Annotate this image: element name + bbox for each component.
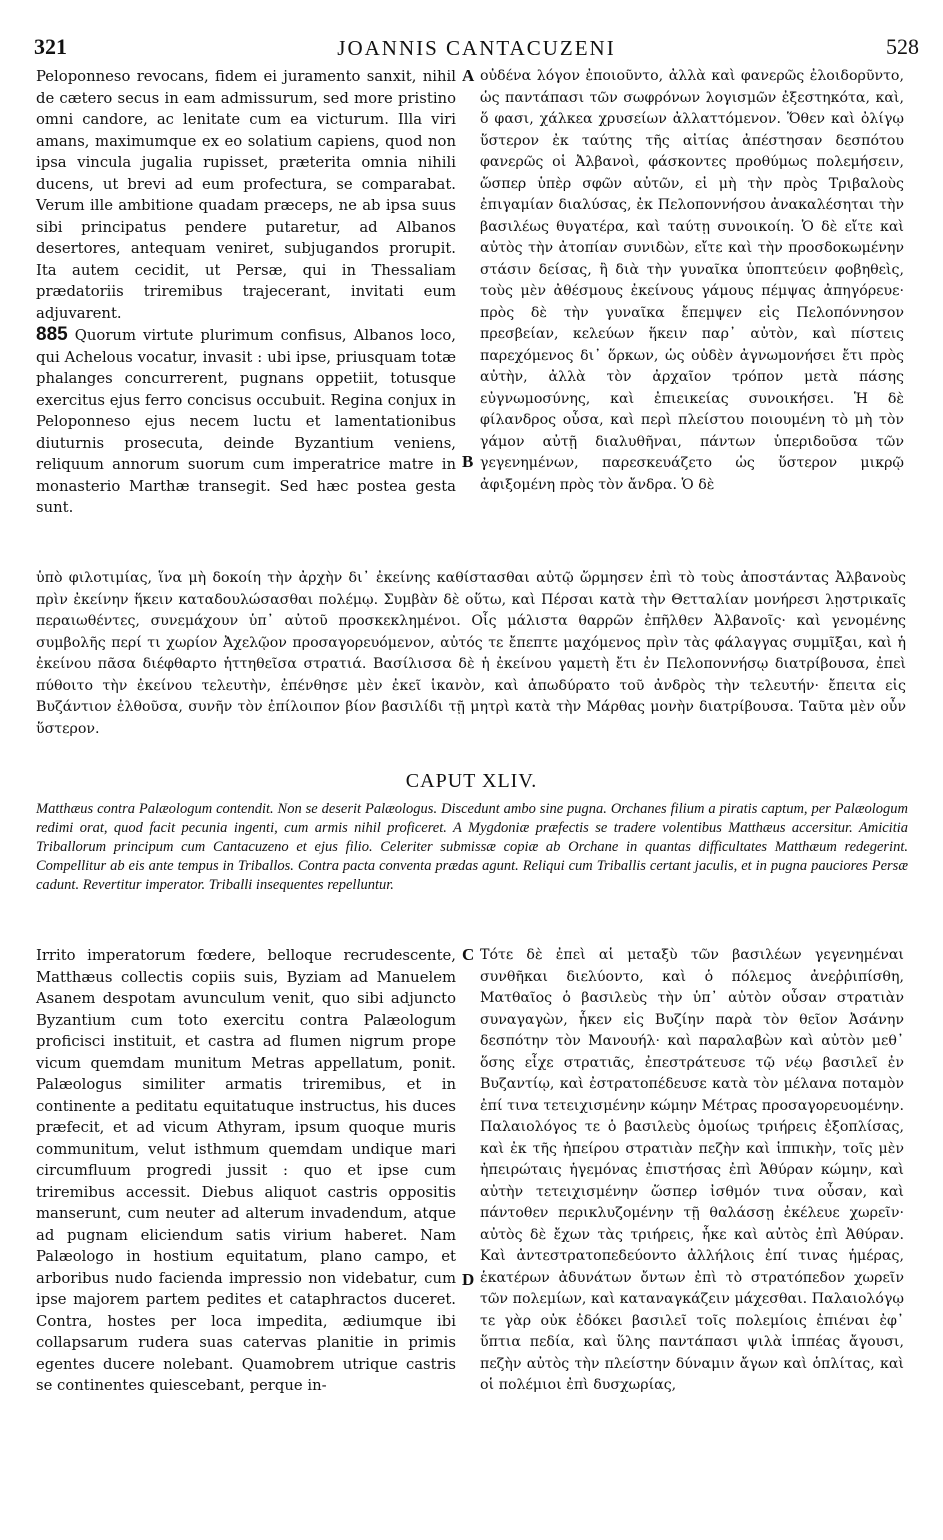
chapter-title: CAPUT XLIV.: [405, 770, 538, 792]
greek-paragraph-lower: Τότε δὲ ἐπεὶ αἱ μεταξὺ τῶν βασιλέων γεγενημέναι συνθῆκαι διελύοντο, καὶ ὁ πόλεμος ἀνεῤῥιπίσθη, Ματθαῖος ὁ βασιλεὺς τὴν ὑπ᾽ αὐτὸν οὖσαν στρατιὰν συναγαγὼν, ἧκεν εἰς Βυζίην παρὰ τὸν θεῖον Ἀσάνην δεσπότην τὸν Μανουήλ· καὶ παραλαβὼν καὶ αὐτὸν μεθ᾽ ὅσης εἶχε στρατιᾶς, ἐπεστράτευσε τῷ νέῳ βασιλεῖ ἐν Βυζαντίῳ, καὶ ἐστρατοπέδευσε κατὰ τὸν μέλανα ποταμὸν ἐπί τινα τετειχισμένην κώμην Μέτρας προσαγορευομένην. Παλαιολόγος τε ὁ βασιλεὺς ὁμοίως τριήρεις ἐξοπλίσας, καὶ ἐκ τῆς ἠπείρου στρατιὰν πεζὴν καὶ ἱππικὴν, τοῖς μὲν ἠπειρώταις ἡγεμόνας ἐπιστήσας ἐπὶ Ἀθύραν κώμην, καὶ αὐτὴν τετειχισμένην ὥσπερ ἰσθμόν τινα οὖσαν, καὶ πάντοθεν περικλυζομένην τῇ θαλάσσῃ ἐκέλευε χωρεῖν· αὐτὸς δὲ ἔχων τὰς τριήρεις, ἧκε καὶ αὐτὸς ἐπὶ Ἀθύραν. Καὶ ἀντεστρατοπεδεύοντο ἀλλήλοις ἐπί τινας ἡμέρας, ἑκατέρων ἀδυνάτων ὄντων ἐπὶ τὸ στρατόπεδον χωρεῖν τῶν πολεμίων, καὶ καταναγκάζειν μάχεσθαι. Παλαιολόγῳ τε γὰρ οὐκ ἐδόκει βασιλεῖ τοῖς πολεμίοις ἐπιέναι ἐφ᾽ ὕπτια πεδία, καὶ ὕλης παντάπασι ψιλὰ ἱππέας ἄγουσι, πεζὴν αὐτὸς τὴν πλείστην δύναμιν ἄγων καὶ ὁπλίτας, καὶ οἱ πολέμιοι ἐπὶ δυσχωρίας,: [480, 947, 904, 1393]
margin-letter-a: A: [462, 66, 475, 85]
latin-paragraph-lower: Irrito imperatorum fœdere, belloque recrudescente, Matthæus collectis copiis suis, Byziam ad Manuelem Asanem despotam avunculum venit, quo sibi adjuncto Byzantium cum toto exercitu contra Palæologum proficisci instituit, et castra ad flumen nigrum prope vicum quemdam munitum Metras appellatum, ponit. Palæologus similiter armatis triremibus, et in continente a peditatu equitatuque instructus, his duces præfecit, et ad vicum Athyram, ipsum quoque muris communitum, velut isthmum quemdam undique mari circumfluum progredi jussit : quo et ipse cum triremibus accessit. Diebus aliquot castris oppositis manserunt, cum neuter ad alterum invadendum, atque ad pugnam eliciendum satis virium haberet. Nam Palæologo in hostium equitatum, plano campo, et arboribus nudo facienda impressio non videbatur, cum ipse majorem partem pedites et cataphractos duceret. Contra, hostes per loca impedita, ædiumque ibi collapsarum rudera suas catervas planitie in primis egentes ducere nolebant. Quamobrem utrique castris se continentes quiescebant, perque in-: [36, 947, 456, 1394]
chapter-summary: [36, 800, 908, 895]
latin-paragraph-2: [36, 324, 456, 519]
latin-column-upper: [36, 66, 456, 519]
page-number-left: 321: [34, 34, 67, 59]
page-number-right: 528: [886, 34, 919, 59]
running-title: JOANNIS CANTACUZENI: [337, 36, 616, 60]
greek-paragraph-full: ὑπὸ φιλοτιμίας, ἵνα μὴ δοκοίη τὴν ἀρχὴν δι᾽ ἐκείνης καθίστασθαι αὐτῷ ὥρμησεν ἐπὶ τὸ τοὺς ἀποστάντας Ἀλβανοὺς πρὶν ἐκείνην ἥκειν καταδουλώσασθαι πολέμῳ. Συμβὰν δὲ οὕτω, καὶ Πέρσαι κατὰ τὴν Θετταλίαν μονήρεσι λῃστρικαῖς περαιωθέντες, συνεμάχουν ὑπ᾽ αὐτοῦ προσκεκλημένοι. Οἷς μάλιστα θαρρῶν ἐπῆλθεν Ἀλβανοῖς· καὶ γενομένης συμβολῆς περί τι χωρίον Ἀχελῷον προσαγορευόμενον, αὐτός τε ἔπεπτε μαχόμενος πρὶν τὰς φάλαγγας συμμῖξαι, καὶ ἡ ἐκείνου πᾶσα διέφθαρτο ἡττηθεῖσα στρατιά. Βασίλισσα δὲ ἡ ἐκείνου γαμετὴ ἔτι ἐν Πελοποννήσῳ διατρίβουσα, ἐπεὶ πύθοιτο τὴν ἐκείνου τελευτὴν, ἐπένθησε μὲν ἐκεῖ ἱκανὸν, καὶ ἀπωδύρατο τοῦ ἀνδρὸς τὴν τελευτήν· ἔπειτα εἰς Βυζάντιον ἐλθοῦσα, συνῆν τὸν ἐπίλοιπον βίον βασιλίδι τῇ μητρὶ κατὰ τὴν Μάρθας μονὴν διατρίβουσα. Ταῦτα μὲν οὖν ὕστερον.: [36, 570, 906, 737]
latin-column-lower: [36, 945, 456, 1397]
greek-column-upper: [480, 66, 904, 496]
running-head: [34, 34, 919, 62]
section-number: 885: [36, 324, 68, 345]
latin-paragraph-1: Peloponneso revocans, fidem ei juramento sanxit, nihil de cætero secus in eam admissurum, sed more pristino omni candore, ac lenitate cum ea victurum. Illa viri amans, maximumque ex eo solatium capiens, quod non ipsa vincula jugalia rupisset, præterita omnia nihili ducens, ut brevi ad eum profectura, se comparabat. Verum ille ambitione quadam præceps, ne ab ipsa suus sibi principatus pendere putaretur, ad Albanos desertores, antequam veniret, subjugandos prorupit. Ita autem cecidit, ut Persæ, qui in Thessaliam prædatoriis triremibus trajecerant, invitati eum adjuvarent.: [36, 68, 456, 322]
greek-column-lower: [480, 945, 904, 1397]
margin-letter-c: C: [462, 945, 475, 964]
chapter-summary-text: Matthæus contra Palæologum contendit. Non se deserit Palæologus. Discedunt ambo sine pugna. Orchanes filium a piratis captum, per Palæologum redimi orat, quod facit pecunia ingenti, cum armis nihil proficeret. A Mygdoniæ præfectis se tradere volentibus Matthæus accersitur. Amicitia Triballorum principum cum Cantacuzeno et ejus filio. Celeriter submissæ copiæ ab Orchane in quantas difficultates Matthæum redegerint. Compellitur ab eis ante tempus in Triballos. Contra pacta conventa prædas agunt. Reliqui cum Triballis certant jaculis, et in pugna pauciores Persæ cadunt. Revertitur imperator. Triballi insequentes repelluntur.: [36, 801, 908, 893]
latin-paragraph-2-text: Quorum virtute plurimum confisus, Albanos loco, qui Achelous vocatur, invasit : ubi ipse, priusquam totæ phalanges concurrerent, pugnans oppetiit, totusque exercitus ejus ferro concisus occubuit. Regina conjux in Peloponneso ejus necem luctu et lamentationibus diuturnis prosecuta, deinde Byzantium veniens, reliquum annorum suorum cum imperatrice matre in monasterio Marthæ transegit. Sed hæc postea gesta sunt.: [36, 327, 456, 516]
greek-paragraph-upper: οὐδένα λόγον ἐποιοῦντο, ἀλλὰ καὶ φανερῶς ἐλοιδορῦντο, ὡς παντάπασι τῶν σωφρόνων λογισμῶν ἐξεστηκότα, καὶ, ὅ φασι, χάλκεα χρυσείων ἀλλαττόμενον. Ὅθεν καὶ ὀλίγῳ ὕστερον ἐκ ταύτης τῆς αἰτίας ἀπέστησαν δεσπότου φανερῶς οἱ Ἀλβανοὶ, φάσκοντες προθύμως πολεμήσειν, ὥσπερ ὑπὲρ σφῶν αὐτῶν, εἰ μὴ τὴν πρὸς Τριβαλοὺς ἐπιγαμίαν διαλύσας, ἐκ Πελοποννήσου ἀνακαλέσηται τὴν βασιλέως θυγατέρα, καὶ ταύτῃ συνοικοίη. Ὁ δὲ εἴτε καὶ αὐτὸς τὴν ἀτοπίαν συνιδὼν, εἴτε καὶ τὴν προσδοκωμένην στάσιν δείσας, ἢ διὰ τὴν γυναῖκα ὑποπτεύειν φοβηθεὶς, τοὺς μὲν ἀθέσμους ἐκείνους γάμους πέμψας ἀπηγόρευε· πρὸς δὲ τὴν γυναῖκα ἔπεμψεν εἰς Πελοπόννησον πρεσβείαν, κελεύων ἥκειν παρ᾽ αὐτὸν, καὶ πίστεις παρεχόμενος δι᾽ ὅρκων, ὡς οὐδὲν ἀγνωμονήσει ἔτι πρὸς αὐτὴν, ἀλλὰ τὸν ἀρχαῖον τρόπον μετὰ πάσης εὐγνωμοσύνης, καὶ ἐπιεικείας συνοικήσει. Ἡ δὲ φίλανδρος οὖσα, καὶ περὶ πλείστου ποιουμένη τὸ μὴ τὸν γάμον αὐτῇ διαλυθῆναι, πάντων ὑπεριδοῦσα τῶν γεγενημένων, παρεσκευάζετο ὡς ὕστερον μικρῷ ἀφιξομένη πρὸς τὸν ἄνδρα. Ὁ δὲ: [480, 68, 904, 493]
margin-letter-b: B: [462, 452, 474, 471]
greek-full-width: [36, 568, 906, 740]
margin-letter-d: D: [462, 1270, 475, 1289]
